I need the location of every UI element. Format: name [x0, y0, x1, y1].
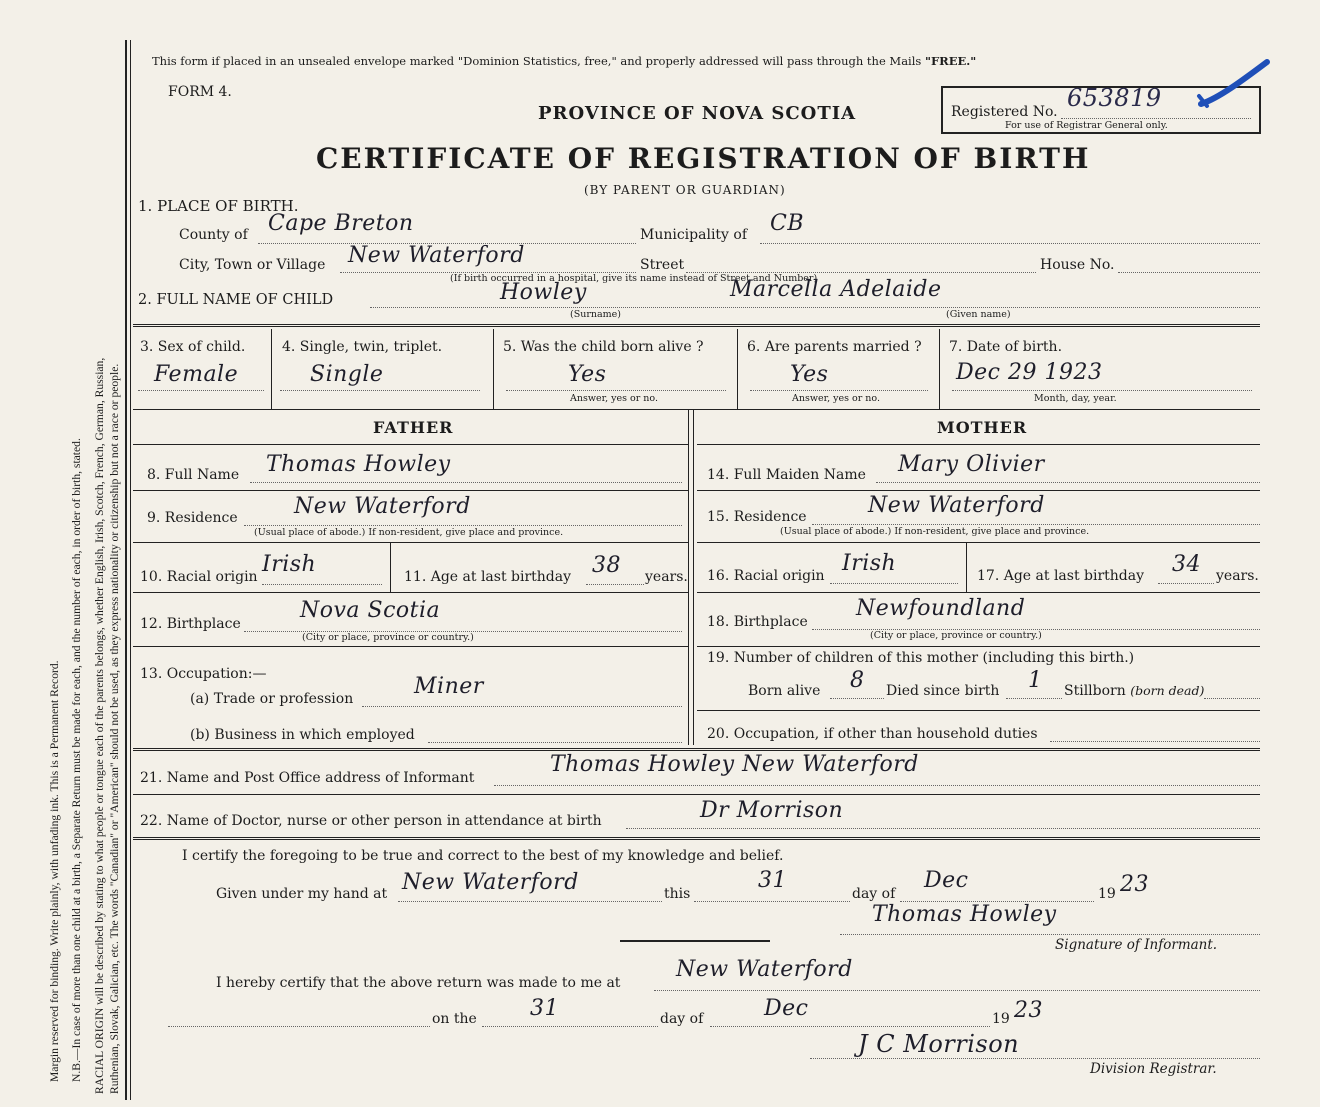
- business-line: [428, 742, 682, 743]
- mother-age-label: 17. Age at last birthday: [977, 568, 1145, 584]
- mother-name-value: Mary Olivier: [898, 452, 1045, 477]
- given-at-line: [398, 901, 662, 902]
- plurality-value: Single: [310, 362, 384, 387]
- mother-occupation-line: [1050, 741, 1260, 742]
- mother-residence-line: [812, 524, 1260, 525]
- registrar-place-line: [654, 990, 1260, 991]
- father-birthplace-note: (City or place, province or country.): [302, 632, 474, 643]
- house-no-line: [1118, 272, 1260, 273]
- informant-signature-line: [840, 934, 1260, 935]
- born-alive-count-label: Born alive: [748, 683, 821, 699]
- mother-rule-d: [697, 646, 1260, 647]
- married-line: [750, 390, 928, 391]
- street-label: Street: [640, 257, 685, 273]
- father-residence-line: [244, 525, 682, 526]
- form-number: FORM 4.: [168, 84, 232, 100]
- county-value: Cape Breton: [268, 211, 414, 236]
- mother-age-value: 34: [1172, 552, 1201, 577]
- this-day-line: [694, 901, 850, 902]
- dob-caption: Month, day, year.: [1034, 393, 1117, 404]
- blue-check-mark: [1195, 58, 1275, 112]
- father-age-line: [586, 584, 644, 585]
- binding-margin: [0, 0, 128, 1107]
- divider-6-7: [939, 329, 940, 409]
- mother-residence-label: 15. Residence: [707, 509, 807, 525]
- doctor-value: Dr Morrison: [700, 798, 844, 823]
- informant-line: [494, 785, 1260, 786]
- registrar-use-note: For use of Registrar General only.: [1005, 120, 1168, 131]
- margin-rule: [125, 40, 127, 1100]
- trade-value: Miner: [414, 674, 484, 699]
- father-abode-note: (Usual place of abode.) If non-resident, give place and province.: [254, 527, 564, 538]
- registrar-day-line: [482, 1026, 658, 1027]
- registrar-statement: I hereby certify that the above return was made to me at: [216, 975, 621, 991]
- cert-month-value: Dec: [924, 868, 969, 893]
- father-race-age-divider: [390, 542, 391, 592]
- registered-label: Registered No.: [951, 104, 1058, 120]
- died-line: [1006, 698, 1062, 699]
- stillborn-text: Stillborn: [1064, 683, 1126, 699]
- father-racial-label: 10. Racial origin: [140, 569, 258, 585]
- mother-racial-line: [830, 583, 958, 584]
- registrar-year-prefix: 19: [992, 1011, 1010, 1027]
- binding-instructions: Margin reserved for binding. Write plainly, with unfading ink. This is a Permanent Record.: [48, 660, 61, 1082]
- mother-heading: MOTHER: [937, 418, 1028, 437]
- registrar-lead-line: [168, 1026, 430, 1027]
- registrar-day-of-label: day of: [660, 1011, 704, 1027]
- sex-label: 3. Sex of child.: [140, 339, 246, 355]
- this-label: this: [664, 886, 691, 902]
- certify-statement: I certify the foregoing to be true and correct to the best of my knowledge and belief.: [182, 848, 784, 864]
- city-value: New Waterford: [348, 243, 525, 268]
- informant-label: 21. Name and Post Office address of Informant: [140, 770, 475, 786]
- racial-origin-note-1: RACIAL ORIGIN will be described by stating to what people or tongue each of the parents belongs, whether English, Irish, Scotch, French, German, Russian,: [93, 357, 106, 1094]
- mother-head-rule: [697, 444, 1260, 445]
- mother-name-label: 14. Full Maiden Name: [707, 467, 866, 483]
- racial-origin-note-2: Ruthenian, Slovak, Galician, etc. The words "Canadian" or "American" should not be used, as they express nationality or citizenship but not a race or people.: [108, 363, 121, 1094]
- on-the-label: on the: [432, 1011, 477, 1027]
- father-birthplace-label: 12. Birthplace: [140, 616, 241, 632]
- cert-year-prefix: 19: [1098, 886, 1116, 902]
- sex-line: [138, 390, 264, 391]
- registrar-year-suffix: 23: [1014, 998, 1043, 1023]
- given-name-caption: (Given name): [946, 309, 1011, 320]
- free-word: "FREE.": [924, 54, 977, 68]
- registrar-day-value: 31: [530, 996, 559, 1021]
- mother-rule-a: [697, 490, 1260, 491]
- father-residence-value: New Waterford: [294, 494, 471, 519]
- children-count-label: 19. Number of children of this mother (including this birth.): [707, 650, 1135, 666]
- mother-abode-note: (Usual place of abode.) If non-resident, give place and province.: [780, 526, 1090, 537]
- municipality-value: CB: [770, 211, 804, 236]
- father-age-value: 38: [592, 553, 621, 578]
- rule-5: [133, 837, 1260, 840]
- father-mother-divider-a: [688, 409, 689, 745]
- cert-day-value: 31: [758, 868, 787, 893]
- child-surname: Howley: [500, 280, 587, 305]
- certificate-subtitle: (BY PARENT OR GUARDIAN): [584, 183, 786, 197]
- child-name-line: [370, 307, 1260, 308]
- hospital-note: (If birth occurred in a hospital, give its name instead of Street and Number): [450, 273, 818, 284]
- cert-day-of-label: day of: [852, 886, 896, 902]
- dob-value: Dec 29 1923: [956, 360, 1103, 385]
- father-mother-divider-b: [693, 409, 694, 745]
- mother-birthplace-note: (City or place, province or country.): [870, 630, 1042, 641]
- registered-number: 653819: [1067, 84, 1162, 112]
- parents-married-value: Yes: [790, 362, 829, 387]
- given-at-value: New Waterford: [402, 870, 579, 895]
- died-value: 1: [1028, 668, 1043, 693]
- mother-rule-e: [697, 710, 1260, 711]
- mother-racial-value: Irish: [842, 551, 897, 576]
- plurality-line: [280, 390, 480, 391]
- rule-2: [133, 409, 1260, 410]
- informant-signature: Thomas Howley: [872, 902, 1057, 927]
- registrar-place-value: New Waterford: [676, 957, 853, 982]
- county-label: County of: [179, 227, 248, 243]
- father-birthplace-value: Nova Scotia: [300, 598, 441, 623]
- born-alive-label: 5. Was the child born alive ?: [503, 339, 704, 355]
- surname-caption: (Surname): [570, 309, 621, 320]
- city-label: City, Town or Village: [179, 257, 326, 273]
- father-years-label: years.: [645, 569, 688, 585]
- mother-occupation-label: 20. Occupation, if other than household duties: [707, 726, 1038, 742]
- plurality-label: 4. Single, twin, triplet.: [282, 339, 443, 355]
- business-label: (b) Business in which employed: [190, 727, 415, 743]
- mother-rule-c: [697, 592, 1260, 593]
- father-age-label: 11. Age at last birthday: [404, 569, 572, 585]
- trade-label: (a) Trade or profession: [190, 691, 354, 707]
- margin-rule-inner: [130, 40, 131, 1100]
- mother-years-label: years.: [1216, 568, 1259, 584]
- father-racial-line: [262, 584, 382, 585]
- registrar-signature-caption: Division Registrar.: [1090, 1061, 1217, 1077]
- mother-race-age-divider: [966, 542, 967, 592]
- sex-value: Female: [154, 362, 239, 387]
- father-rule-a: [133, 490, 688, 491]
- stillborn-label: [1064, 683, 1204, 699]
- place-of-birth-heading: 1. PLACE OF BIRTH.: [138, 197, 299, 215]
- child-given-name: Marcella Adelaide: [730, 277, 942, 302]
- born-alive-value: Yes: [568, 362, 607, 387]
- dob-line: [952, 390, 1252, 391]
- separator-rule: [620, 940, 770, 942]
- doctor-label: 22. Name of Doctor, nurse or other person in attendance at birth: [140, 813, 602, 829]
- father-name-label: 8. Full Name: [147, 467, 240, 483]
- stillborn-note: (born dead): [1130, 683, 1205, 698]
- born-alive-caption: Answer, yes or no.: [570, 393, 659, 404]
- registrar-signature: J C Morrison: [858, 1030, 1020, 1058]
- registrar-month-value: Dec: [764, 996, 809, 1021]
- dob-label: 7. Date of birth.: [949, 339, 1063, 355]
- province-heading: PROVINCE OF NOVA SCOTIA: [538, 103, 857, 124]
- municipality-label: Municipality of: [640, 227, 748, 243]
- mother-racial-label: 16. Racial origin: [707, 568, 825, 584]
- father-head-rule: [133, 444, 688, 445]
- mother-birthplace-value: Newfoundland: [856, 596, 1026, 621]
- house-no-label: House No.: [1040, 257, 1115, 273]
- rule-1: [133, 324, 1260, 327]
- mail-notice: This form if placed in an unsealed envelope marked "Dominion Statistics, free," and properly addressed will pass through the Mails "FREE.": [152, 54, 977, 68]
- father-racial-value: Irish: [262, 552, 317, 577]
- certificate-title: CERTIFICATE OF REGISTRATION OF BIRTH: [316, 142, 1091, 175]
- divider-5-6: [737, 329, 738, 409]
- father-occupation-label: 13. Occupation:—: [140, 666, 267, 682]
- born-alive-line: [506, 390, 726, 391]
- informant-signature-caption: Signature of Informant.: [1055, 937, 1218, 953]
- given-at-label: Given under my hand at: [216, 886, 388, 902]
- born-alive-count-value: 8: [850, 668, 865, 693]
- died-label: Died since birth: [886, 683, 1000, 699]
- parents-married-label: 6. Are parents married ?: [747, 339, 922, 355]
- informant-value: Thomas Howley New Waterford: [550, 752, 919, 777]
- registrar-month-line: [710, 1026, 990, 1027]
- doctor-line: [626, 828, 1260, 829]
- father-heading: FATHER: [373, 418, 454, 437]
- divider-4-5: [493, 329, 494, 409]
- father-rule-b: [133, 542, 688, 543]
- child-name-label: 2. FULL NAME OF CHILD: [138, 292, 334, 308]
- married-caption: Answer, yes or no.: [792, 393, 881, 404]
- father-name-value: Thomas Howley: [266, 452, 451, 477]
- cert-year-suffix: 23: [1120, 872, 1149, 897]
- mother-birthplace-label: 18. Birthplace: [707, 614, 808, 630]
- father-residence-label: 9. Residence: [147, 510, 238, 526]
- father-name-line: [250, 482, 682, 483]
- stillborn-line: [1204, 698, 1260, 699]
- mother-age-line: [1158, 583, 1214, 584]
- multiple-birth-note: N.B.—In case of more than one child at a birth, a Separate Return must be made for each, and the number of each, in order of birth, stated.: [70, 438, 83, 1082]
- father-rule-d: [133, 646, 688, 647]
- mother-name-line: [876, 482, 1260, 483]
- trade-line: [362, 706, 682, 707]
- registrar-signature-line: [810, 1058, 1260, 1059]
- father-rule-c: [133, 592, 688, 593]
- rule-3: [133, 748, 1260, 751]
- mother-residence-value: New Waterford: [868, 493, 1045, 518]
- registered-line: [1061, 118, 1251, 119]
- municipality-line: [760, 243, 1260, 244]
- rule-4: [133, 794, 1260, 795]
- mother-rule-b: [697, 542, 1260, 543]
- divider-3-4: [271, 329, 272, 409]
- born-alive-count-line: [830, 698, 884, 699]
